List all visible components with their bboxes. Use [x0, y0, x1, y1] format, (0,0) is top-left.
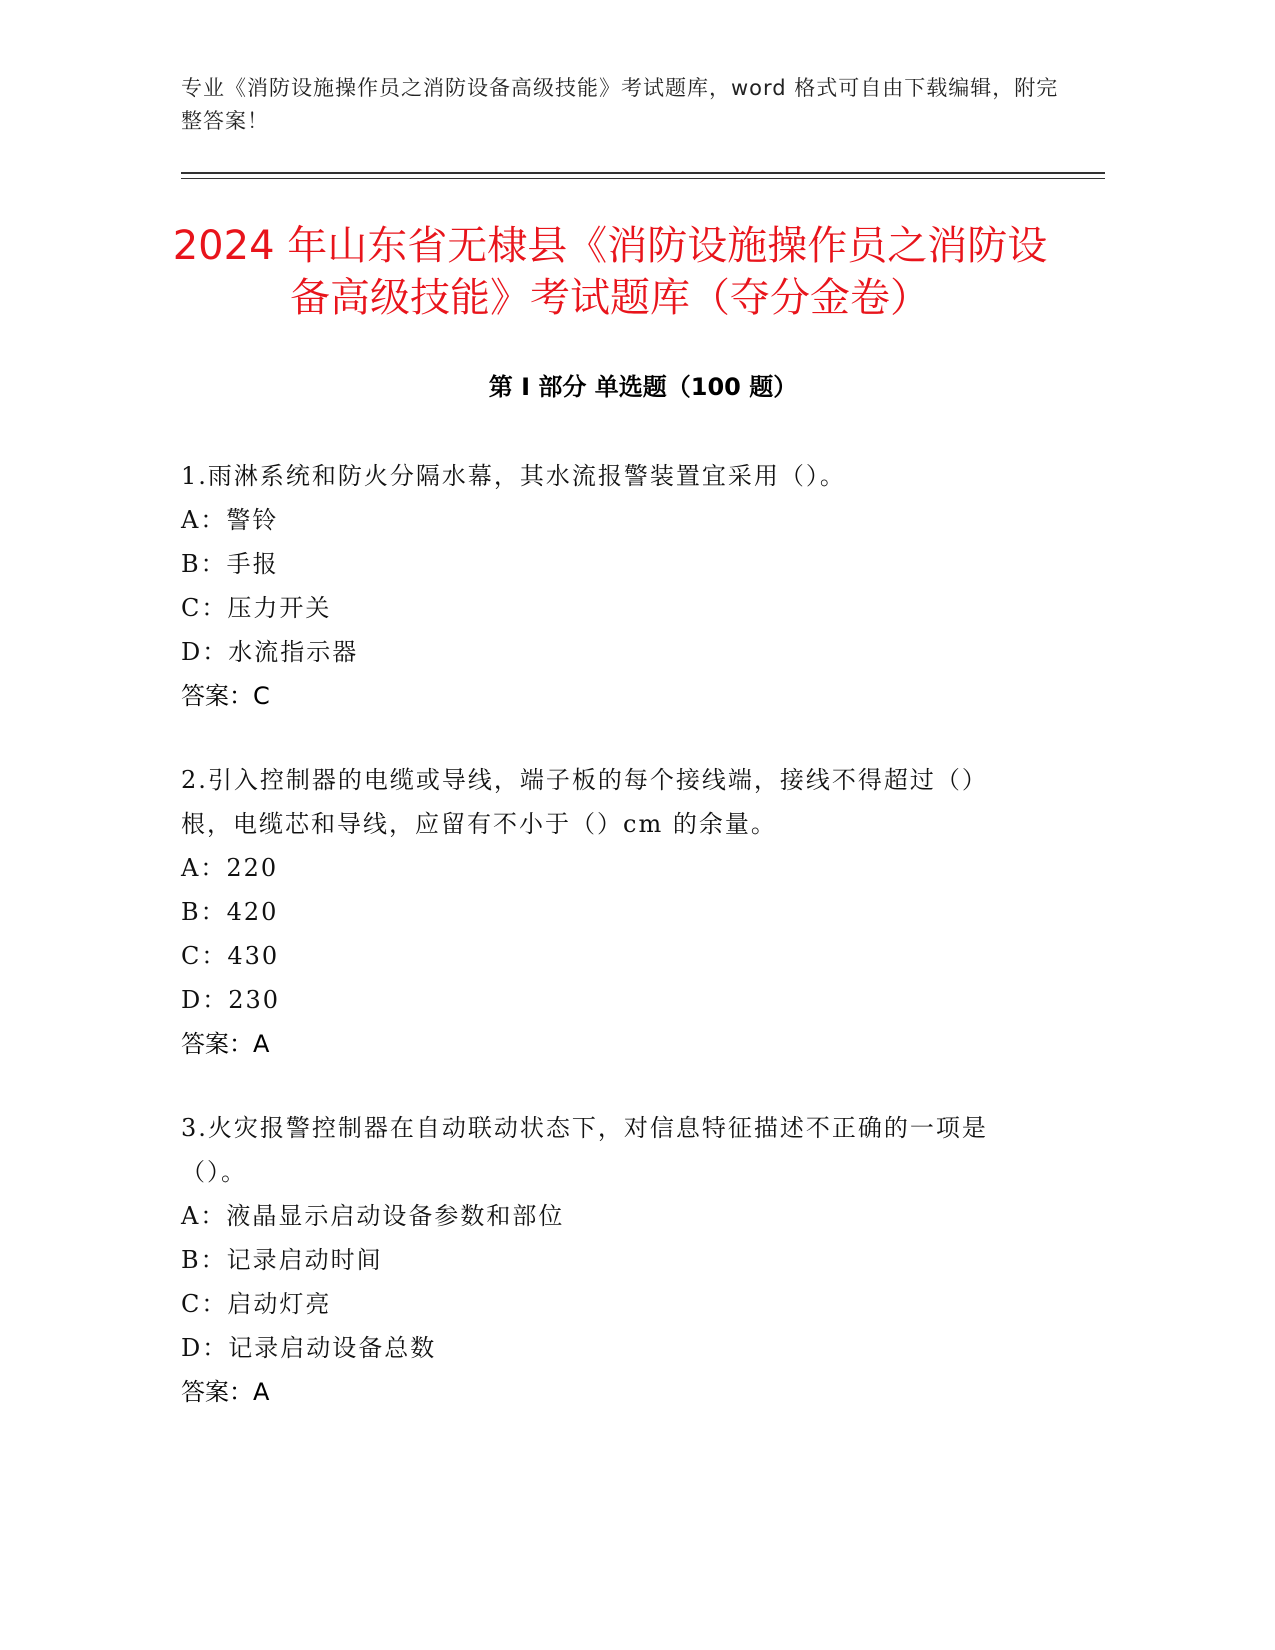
option-a: A：液晶显示启动设备参数和部位	[181, 1202, 565, 1230]
question-stem: 2.引入控制器的电缆或导线，端子板的每个接线端，接线不得超过（）根，电缆芯和导线，应留有不小于（）cm 的余量。	[181, 766, 988, 838]
question-stem: 3.火灾报警控制器在自动联动状态下，对信息特征描述不正确的一项是（）。	[181, 1114, 988, 1186]
option-b: B：记录启动时间	[181, 1246, 383, 1274]
question-1	[181, 454, 1021, 718]
question-3	[181, 1106, 1021, 1414]
section-title: 第 I 部分 单选题（100 题）	[488, 373, 798, 401]
option-c: C：压力开关	[181, 594, 332, 622]
option-d: D：记录启动设备总数	[181, 1334, 437, 1362]
header-note: 专业《消防设施操作员之消防设备高级技能》考试题库，word 格式可自由下载编辑，附完整答案！	[181, 76, 1059, 133]
option-a: A：警铃	[181, 506, 279, 534]
answer: 答案：A	[181, 1030, 270, 1058]
answer: 答案：C	[181, 682, 270, 710]
question-2	[181, 758, 1021, 1066]
question-stem: 1.雨淋系统和防火分隔水幕，其水流报警装置宜采用（）。	[181, 462, 846, 490]
document-title: 2024 年山东省无棣县《消防设施操作员之消防设备高级技能》考试题库（夺分金卷）	[172, 223, 1048, 321]
option-b: B：420	[181, 898, 279, 926]
header-divider-thin	[181, 178, 1105, 179]
answer: 答案：A	[181, 1378, 270, 1406]
option-d: D：水流指示器	[181, 638, 359, 666]
header-divider-thick	[181, 172, 1105, 174]
option-c: C：启动灯亮	[181, 1290, 332, 1318]
option-d: D：230	[181, 986, 281, 1014]
option-b: B：手报	[181, 550, 279, 578]
option-a: A：220	[181, 854, 279, 882]
option-c: C：430	[181, 942, 280, 970]
